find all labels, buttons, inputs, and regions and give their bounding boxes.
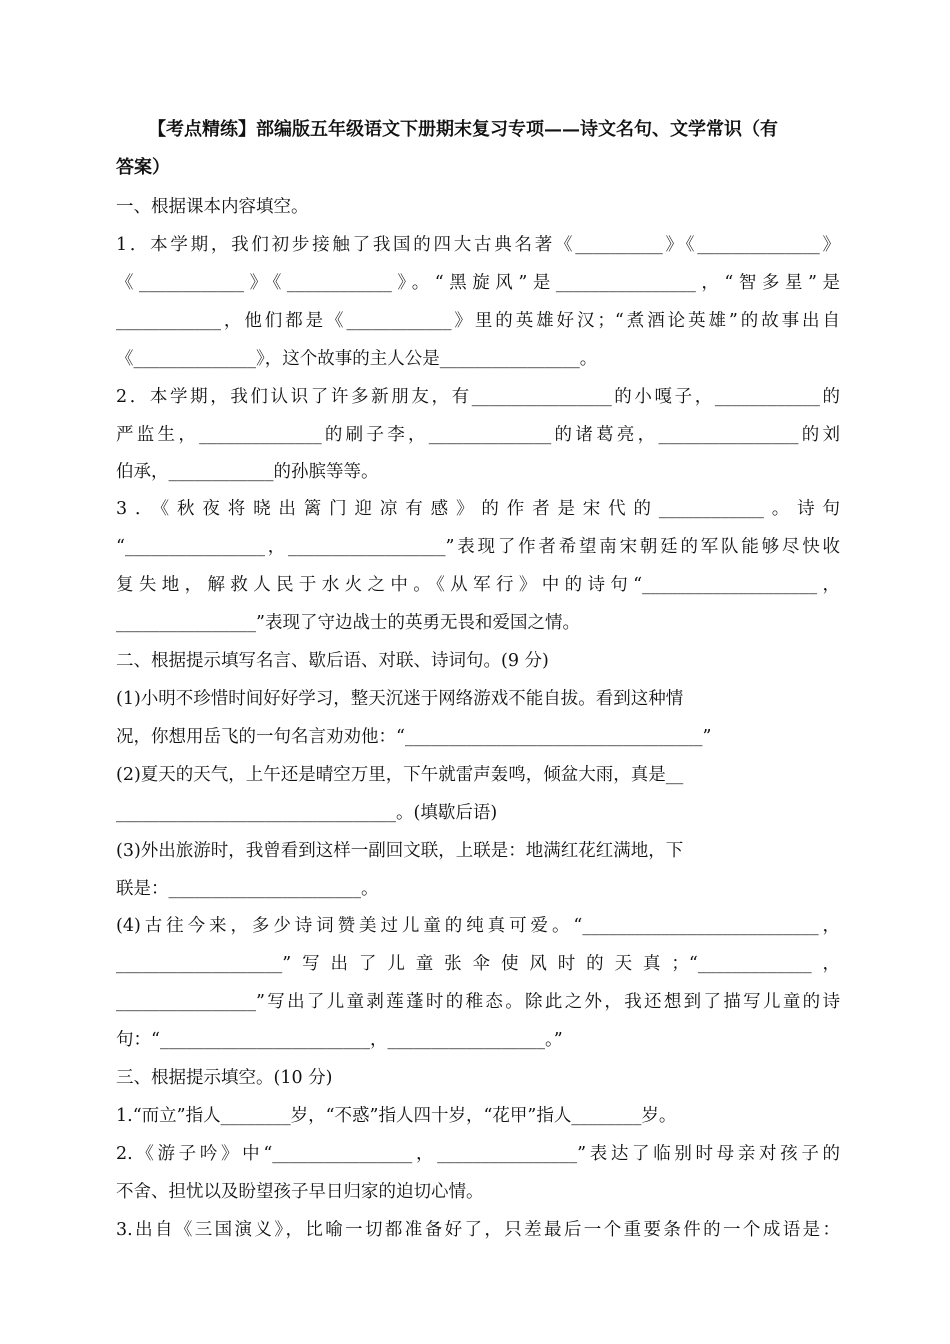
section-2-item-4-line: ___________________”写出了儿童张伞使风时的天真；“_____________，	[116, 954, 840, 974]
question-2-line: 2．本学期，我们认识了许多新朋友，有________________的小嘎子，____________的	[116, 387, 840, 407]
question-3-line: ________________”表现了守边战士的英勇无畏和爱国之情。	[116, 613, 580, 633]
question-1-line: 1．本学期，我们初步接触了我国的四大古典名著《__________》《______________》	[116, 235, 840, 255]
section-2-heading: 二、根据提示填写名言、歇后语、对联、诗词句。(9 分)	[116, 651, 549, 671]
section-2-item-2-line: (2)夏天的天气，上午还是晴空万里，下午就雷声轰鸣，倾盆大雨，真是__	[116, 765, 684, 785]
document-title-line-1: 【考点精练】部编版五年级语文下册期末复习专项——诗文名句、文学常识（有	[148, 119, 778, 140]
section-3-item-1-line: 1.“而立”指人________岁，“不惑”指人四十岁，“花甲”指人________岁。	[116, 1106, 677, 1126]
question-3-line: 复失地，解救人民于水火之中。《从军行》中的诗句“____________________，	[116, 575, 840, 595]
section-2-item-3-line: (3)外出旅游时，我曾看到这样一副回文联，上联是：地满红花红满地，下	[116, 841, 684, 861]
section-3-item-2-line: 2.《游子吟》中“________________，________________”表达了临别时母亲对孩子的	[116, 1144, 840, 1164]
section-3-item-2-line: 不舍、担忧以及盼望孩子早日归家的迫切心情。	[116, 1182, 484, 1202]
section-3-heading: 三、根据提示填空。(10 分)	[116, 1068, 333, 1088]
section-2-item-3-line: 联是：______________________。	[116, 879, 379, 899]
section-2-item-2-line: ________________________________。(填歇后语)	[116, 803, 498, 823]
section-2-item-1-line: (1)小明不珍惜时间好好学习，整天沉迷于网络游戏不能自拔。看到这种情	[116, 689, 684, 709]
question-2-line: 伯承，____________的孙膑等等。	[116, 462, 379, 482]
question-1-line: 《______________》，这个故事的主人公是________________。	[116, 349, 598, 369]
question-1-line: ____________，他们都是《____________》里的英雄好汉；“煮酒论英雄”的故事出自	[116, 311, 840, 331]
question-1-line: 《____________》《____________》。“黑旋风”是________________，“智多星”是	[116, 273, 840, 293]
section-2-item-4-line: ________________”写出了儿童剥莲蓬时的稚态。除此之外，我还想到了描写儿童的诗	[116, 992, 840, 1012]
question-2-line: 严监生，______________的刷子李，______________的诸葛亮，________________的刘	[116, 425, 840, 445]
section-2-item-1-line: 况，你想用岳飞的一句名言劝劝他：“__________________________________”	[116, 727, 712, 747]
document-title-line-2: 答案）	[116, 157, 170, 178]
section-2-item-4-line: (4)古往今来，多少诗词赞美过儿童的纯真可爱。“___________________________，	[116, 916, 840, 936]
question-3-line: “________________，__________________”表现了作者希望南宋朝廷的军队能够尽快收	[116, 537, 840, 557]
question-3-line: 3．《秋夜将晓出篱门迎凉有感》的作者是宋代的____________。诗句	[116, 499, 840, 519]
section-3-item-3-line: 3.出自《三国演义》，比喻一切都准备好了，只差最后一个重要条件的一个成语是：	[116, 1220, 840, 1240]
section-2-item-4-line: 句：“________________________，__________________。”	[116, 1030, 563, 1050]
section-1-heading: 一、根据课本内容填空。	[116, 197, 309, 217]
